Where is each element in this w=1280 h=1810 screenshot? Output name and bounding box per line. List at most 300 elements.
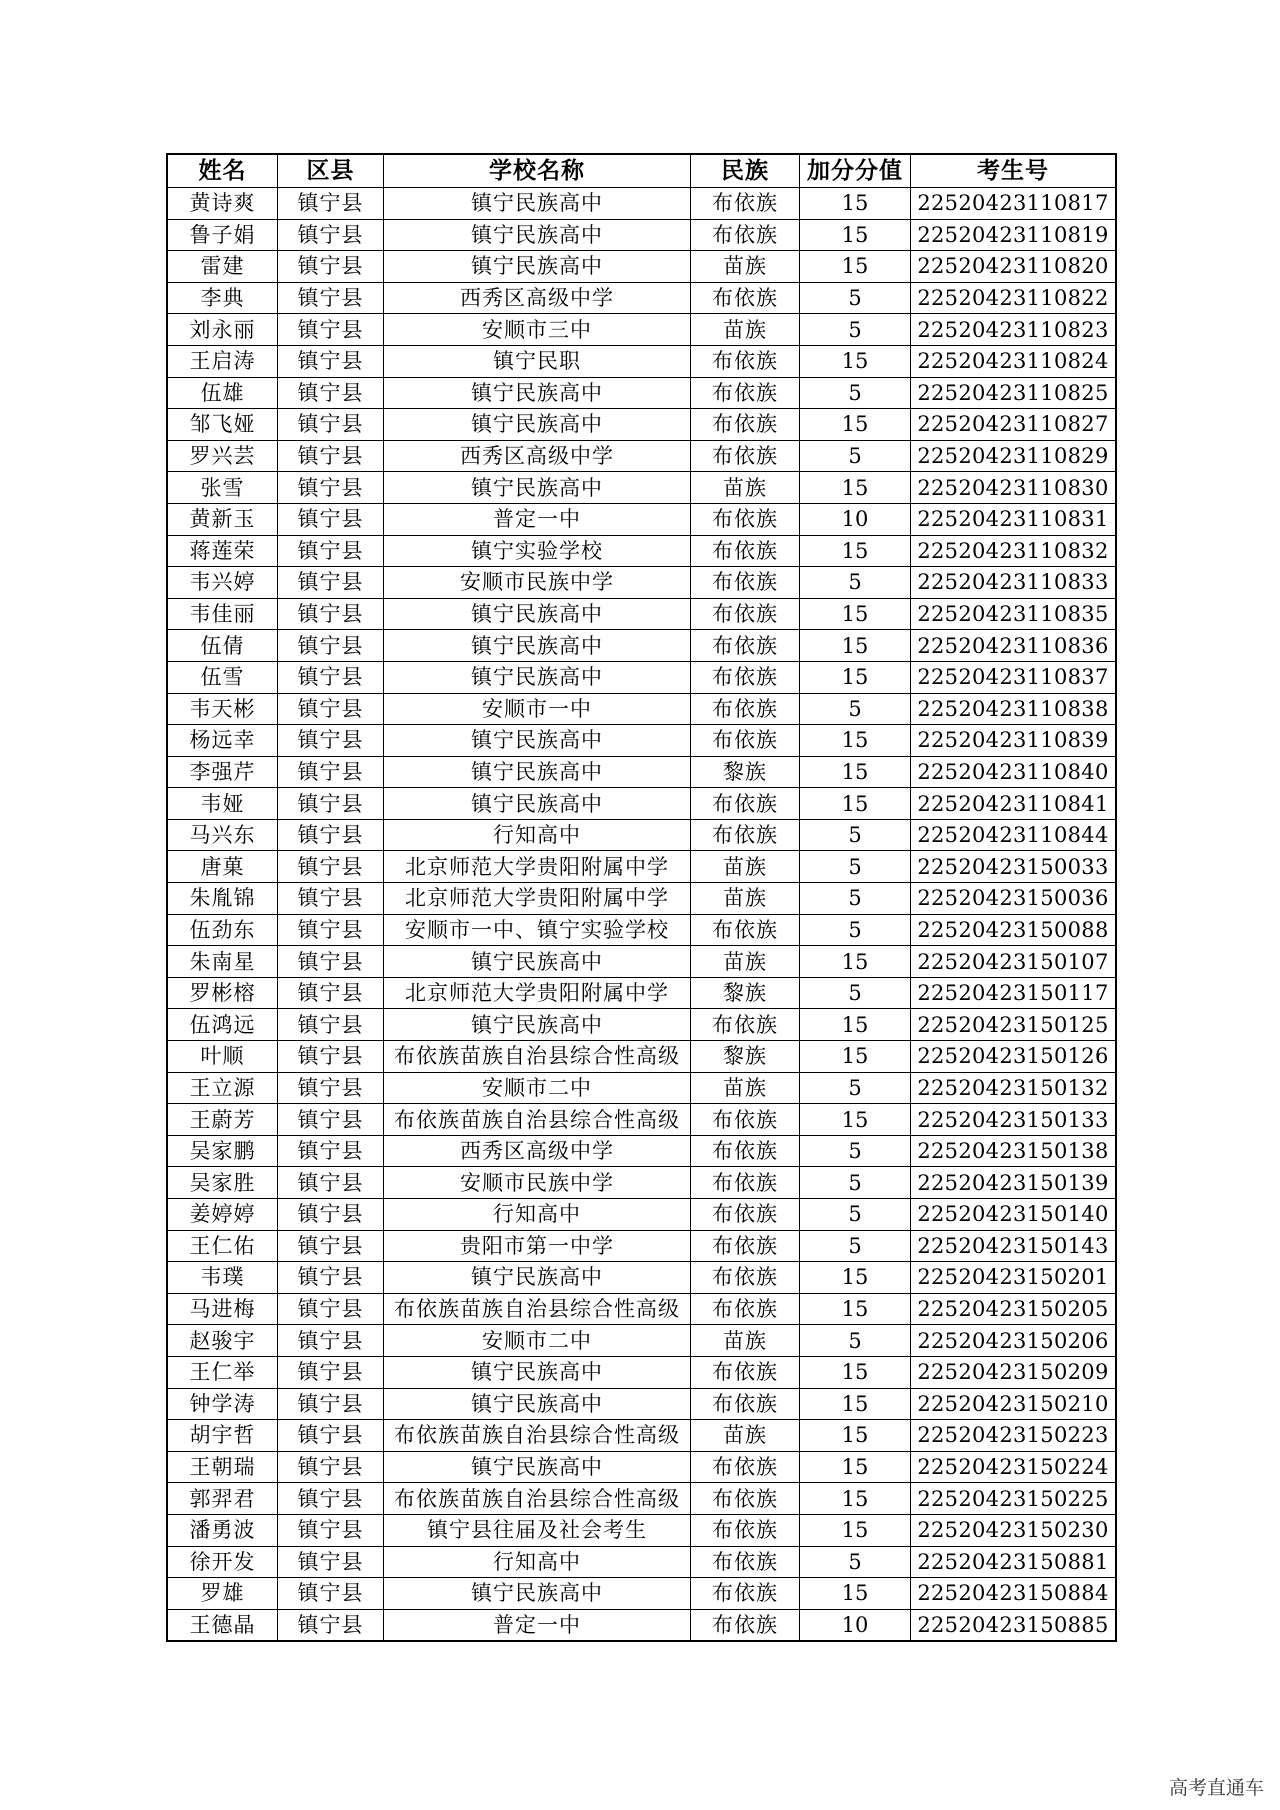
cell-name: 黄诗爽 (167, 188, 278, 220)
cell-ethnicity: 布依族 (691, 1230, 800, 1262)
cell-ethnicity: 布依族 (691, 1135, 800, 1167)
cell-ethnicity: 苗族 (691, 1325, 800, 1357)
cell-school: 镇宁民族高中 (384, 188, 691, 220)
cell-ethnicity: 苗族 (691, 851, 800, 883)
cell-ethnicity: 布依族 (691, 535, 800, 567)
cell-bonus-points: 15 (800, 1420, 911, 1452)
cell-bonus-points: 15 (800, 472, 911, 504)
cell-bonus-points: 5 (800, 377, 911, 409)
cell-bonus-points: 15 (800, 251, 911, 283)
cell-candidate-number: 22520423150225 (911, 1483, 1117, 1515)
cell-ethnicity: 布依族 (691, 1483, 800, 1515)
table-row (167, 883, 1116, 915)
cell-name: 伍鸿远 (167, 1009, 278, 1041)
table-row (167, 788, 1116, 820)
table-row (167, 188, 1116, 220)
cell-candidate-number: 22520423110817 (911, 188, 1117, 220)
cell-county: 镇宁县 (278, 661, 384, 693)
cell-name: 伍雄 (167, 377, 278, 409)
cell-name: 朱南星 (167, 946, 278, 978)
cell-name: 吴家鹏 (167, 1135, 278, 1167)
cell-candidate-number: 22520423110835 (911, 598, 1117, 630)
cell-bonus-points: 15 (800, 1514, 911, 1546)
cell-school: 镇宁民族高中 (384, 1356, 691, 1388)
table-row (167, 567, 1116, 599)
cell-school: 镇宁民族高中 (384, 409, 691, 441)
cell-ethnicity: 黎族 (691, 1041, 800, 1073)
cell-candidate-number: 22520423150132 (911, 1072, 1117, 1104)
cell-school: 普定一中 (384, 503, 691, 535)
cell-ethnicity: 布依族 (691, 1388, 800, 1420)
table-header-row (167, 154, 1116, 188)
cell-name: 徐开发 (167, 1546, 278, 1578)
table-row (167, 1199, 1116, 1231)
cell-candidate-number: 22520423150209 (911, 1356, 1117, 1388)
cell-candidate-number: 22520423150138 (911, 1135, 1117, 1167)
cell-candidate-number: 22520423150230 (911, 1514, 1117, 1546)
cell-ethnicity: 布依族 (691, 1009, 800, 1041)
cell-county: 镇宁县 (278, 314, 384, 346)
cell-county: 镇宁县 (278, 1483, 384, 1515)
cell-name: 蒋莲荣 (167, 535, 278, 567)
table-row (167, 1293, 1116, 1325)
cell-name: 雷建 (167, 251, 278, 283)
cell-name: 韦兴婷 (167, 567, 278, 599)
cell-ethnicity: 布依族 (691, 440, 800, 472)
cell-county: 镇宁县 (278, 188, 384, 220)
cell-school: 镇宁民族高中 (384, 630, 691, 662)
cell-name: 伍雪 (167, 661, 278, 693)
cell-ethnicity: 布依族 (691, 914, 800, 946)
cell-school: 布依族苗族自治县综合性高级 (384, 1293, 691, 1325)
cell-ethnicity: 布依族 (691, 1609, 800, 1641)
cell-name: 王朝瑞 (167, 1451, 278, 1483)
cell-county: 镇宁县 (278, 819, 384, 851)
cell-ethnicity: 布依族 (691, 1167, 800, 1199)
cell-county: 镇宁县 (278, 535, 384, 567)
cell-bonus-points: 15 (800, 725, 911, 757)
cell-county: 镇宁县 (278, 472, 384, 504)
cell-county: 镇宁县 (278, 503, 384, 535)
cell-candidate-number: 22520423110824 (911, 345, 1117, 377)
cell-ethnicity: 黎族 (691, 977, 800, 1009)
table-row (167, 598, 1116, 630)
cell-ethnicity: 布依族 (691, 345, 800, 377)
cell-bonus-points: 5 (800, 282, 911, 314)
cell-county: 镇宁县 (278, 1072, 384, 1104)
cell-bonus-points: 10 (800, 1609, 911, 1641)
cell-ethnicity: 布依族 (691, 219, 800, 251)
cell-bonus-points: 15 (800, 1009, 911, 1041)
cell-bonus-points: 5 (800, 1135, 911, 1167)
cell-county: 镇宁县 (278, 1104, 384, 1136)
cell-name: 鲁子娟 (167, 219, 278, 251)
cell-school: 安顺市一中、镇宁实验学校 (384, 914, 691, 946)
cell-school: 镇宁民族高中 (384, 725, 691, 757)
cell-name: 罗雄 (167, 1578, 278, 1610)
cell-candidate-number: 22520423110836 (911, 630, 1117, 662)
table-row (167, 1420, 1116, 1452)
cell-bonus-points: 15 (800, 345, 911, 377)
table-row (167, 693, 1116, 725)
cell-name: 王启涛 (167, 345, 278, 377)
table-row (167, 1388, 1116, 1420)
table-row (167, 1104, 1116, 1136)
table-row (167, 1356, 1116, 1388)
cell-bonus-points: 5 (800, 819, 911, 851)
cell-county: 镇宁县 (278, 977, 384, 1009)
table-row (167, 1451, 1116, 1483)
table-row (167, 946, 1116, 978)
cell-bonus-points: 5 (800, 567, 911, 599)
cell-school: 贵阳市第一中学 (384, 1230, 691, 1262)
table-row (167, 409, 1116, 441)
cell-county: 镇宁县 (278, 788, 384, 820)
cell-name: 张雪 (167, 472, 278, 504)
cell-school: 布依族苗族自治县综合性高级 (384, 1420, 691, 1452)
cell-ethnicity: 苗族 (691, 1072, 800, 1104)
cell-ethnicity: 布依族 (691, 1356, 800, 1388)
cell-county: 镇宁县 (278, 1230, 384, 1262)
cell-ethnicity: 布依族 (691, 567, 800, 599)
header-ethnicity: 民族 (691, 154, 800, 188)
cell-bonus-points: 15 (800, 946, 911, 978)
cell-school: 西秀区高级中学 (384, 440, 691, 472)
cell-name: 王蔚芳 (167, 1104, 278, 1136)
cell-name: 钟学涛 (167, 1388, 278, 1420)
cell-bonus-points: 15 (800, 756, 911, 788)
cell-bonus-points: 15 (800, 661, 911, 693)
cell-candidate-number: 22520423110837 (911, 661, 1117, 693)
table-row (167, 1230, 1116, 1262)
cell-county: 镇宁县 (278, 1451, 384, 1483)
cell-school: 行知高中 (384, 819, 691, 851)
cell-school: 行知高中 (384, 1546, 691, 1578)
cell-ethnicity: 苗族 (691, 314, 800, 346)
table-row (167, 1262, 1116, 1294)
cell-candidate-number: 22520423150143 (911, 1230, 1117, 1262)
cell-ethnicity: 布依族 (691, 188, 800, 220)
cell-name: 王立源 (167, 1072, 278, 1104)
cell-school: 西秀区高级中学 (384, 1135, 691, 1167)
cell-name: 伍劲东 (167, 914, 278, 946)
cell-ethnicity: 苗族 (691, 472, 800, 504)
cell-school: 北京师范大学贵阳附属中学 (384, 977, 691, 1009)
table-row (167, 914, 1116, 946)
cell-name: 王德晶 (167, 1609, 278, 1641)
cell-school: 镇宁民族高中 (384, 1578, 691, 1610)
cell-bonus-points: 15 (800, 1388, 911, 1420)
cell-school: 镇宁民族高中 (384, 1009, 691, 1041)
cell-bonus-points: 15 (800, 1451, 911, 1483)
cell-ethnicity: 布依族 (691, 282, 800, 314)
table-row (167, 345, 1116, 377)
cell-candidate-number: 22520423150201 (911, 1262, 1117, 1294)
cell-school: 镇宁民族高中 (384, 756, 691, 788)
cell-school: 安顺市一中 (384, 693, 691, 725)
cell-name: 杨远幸 (167, 725, 278, 757)
cell-school: 镇宁民族高中 (384, 1388, 691, 1420)
cell-school: 普定一中 (384, 1609, 691, 1641)
cell-school: 安顺市二中 (384, 1325, 691, 1357)
table-row (167, 219, 1116, 251)
cell-county: 镇宁县 (278, 693, 384, 725)
cell-candidate-number: 22520423150206 (911, 1325, 1117, 1357)
cell-ethnicity: 苗族 (691, 946, 800, 978)
table-row (167, 1135, 1116, 1167)
cell-name: 韦佳丽 (167, 598, 278, 630)
cell-name: 吴家胜 (167, 1167, 278, 1199)
cell-candidate-number: 22520423110844 (911, 819, 1117, 851)
cell-candidate-number: 22520423110839 (911, 725, 1117, 757)
cell-bonus-points: 15 (800, 1104, 911, 1136)
cell-county: 镇宁县 (278, 1420, 384, 1452)
cell-ethnicity: 布依族 (691, 1104, 800, 1136)
cell-name: 李典 (167, 282, 278, 314)
cell-ethnicity: 布依族 (691, 693, 800, 725)
cell-candidate-number: 22520423150107 (911, 946, 1117, 978)
cell-bonus-points: 5 (800, 883, 911, 915)
cell-school: 安顺市三中 (384, 314, 691, 346)
cell-name: 马兴东 (167, 819, 278, 851)
cell-ethnicity: 布依族 (691, 377, 800, 409)
cell-school: 安顺市民族中学 (384, 1167, 691, 1199)
cell-ethnicity: 苗族 (691, 1420, 800, 1452)
cell-ethnicity: 布依族 (691, 725, 800, 757)
cell-candidate-number: 22520423110840 (911, 756, 1117, 788)
cell-bonus-points: 5 (800, 1230, 911, 1262)
cell-school: 镇宁民族高中 (384, 598, 691, 630)
cell-bonus-points: 5 (800, 1072, 911, 1104)
table-row (167, 503, 1116, 535)
cell-school: 镇宁民族高中 (384, 1262, 691, 1294)
cell-candidate-number: 22520423150140 (911, 1199, 1117, 1231)
cell-county: 镇宁县 (278, 1167, 384, 1199)
cell-candidate-number: 22520423150210 (911, 1388, 1117, 1420)
cell-county: 镇宁县 (278, 219, 384, 251)
cell-bonus-points: 5 (800, 314, 911, 346)
cell-county: 镇宁县 (278, 377, 384, 409)
cell-candidate-number: 22520423110833 (911, 567, 1117, 599)
table-row (167, 1578, 1116, 1610)
cell-bonus-points: 15 (800, 1262, 911, 1294)
cell-county: 镇宁县 (278, 1262, 384, 1294)
cell-bonus-points: 5 (800, 851, 911, 883)
header-candidate-number: 考生号 (911, 154, 1117, 188)
cell-candidate-number: 22520423150033 (911, 851, 1117, 883)
table-row (167, 377, 1116, 409)
cell-candidate-number: 22520423110823 (911, 314, 1117, 346)
cell-bonus-points: 15 (800, 1483, 911, 1515)
cell-candidate-number: 22520423150126 (911, 1041, 1117, 1073)
cell-name: 韦璞 (167, 1262, 278, 1294)
cell-bonus-points: 15 (800, 1293, 911, 1325)
header-county: 区县 (278, 154, 384, 188)
cell-name: 黄新玉 (167, 503, 278, 535)
cell-name: 胡宇哲 (167, 1420, 278, 1452)
cell-bonus-points: 5 (800, 440, 911, 472)
cell-county: 镇宁县 (278, 282, 384, 314)
cell-school: 镇宁民族高中 (384, 219, 691, 251)
table-row (167, 1483, 1116, 1515)
cell-name: 韦娅 (167, 788, 278, 820)
cell-county: 镇宁县 (278, 1325, 384, 1357)
cell-ethnicity: 布依族 (691, 1578, 800, 1610)
cell-candidate-number: 22520423110822 (911, 282, 1117, 314)
cell-candidate-number: 22520423150205 (911, 1293, 1117, 1325)
table-row (167, 819, 1116, 851)
cell-candidate-number: 22520423110819 (911, 219, 1117, 251)
cell-name: 潘勇波 (167, 1514, 278, 1546)
cell-ethnicity: 布依族 (691, 598, 800, 630)
cell-candidate-number: 22520423110832 (911, 535, 1117, 567)
cell-county: 镇宁县 (278, 1009, 384, 1041)
cell-bonus-points: 15 (800, 219, 911, 251)
cell-school: 安顺市民族中学 (384, 567, 691, 599)
cell-bonus-points: 15 (800, 598, 911, 630)
cell-ethnicity: 黎族 (691, 756, 800, 788)
cell-candidate-number: 22520423150884 (911, 1578, 1117, 1610)
cell-county: 镇宁县 (278, 725, 384, 757)
cell-school: 镇宁实验学校 (384, 535, 691, 567)
table-row (167, 1009, 1116, 1041)
table-row (167, 977, 1116, 1009)
cell-candidate-number: 22520423150125 (911, 1009, 1117, 1041)
cell-school: 安顺市二中 (384, 1072, 691, 1104)
cell-county: 镇宁县 (278, 1546, 384, 1578)
cell-county: 镇宁县 (278, 1388, 384, 1420)
cell-candidate-number: 22520423150885 (911, 1609, 1117, 1641)
table-row (167, 1325, 1116, 1357)
cell-bonus-points: 5 (800, 977, 911, 1009)
cell-candidate-number: 22520423110830 (911, 472, 1117, 504)
cell-school: 镇宁民族高中 (384, 377, 691, 409)
cell-candidate-number: 22520423110825 (911, 377, 1117, 409)
cell-county: 镇宁县 (278, 1609, 384, 1641)
watermark-text: 高考直通车 (1168, 1777, 1264, 1799)
table-row (167, 851, 1116, 883)
table-row (167, 1546, 1116, 1578)
cell-school: 行知高中 (384, 1199, 691, 1231)
cell-county: 镇宁县 (278, 1578, 384, 1610)
table-row (167, 661, 1116, 693)
cell-bonus-points: 5 (800, 1546, 911, 1578)
cell-county: 镇宁县 (278, 1135, 384, 1167)
cell-school: 北京师范大学贵阳附属中学 (384, 851, 691, 883)
cell-county: 镇宁县 (278, 1199, 384, 1231)
cell-county: 镇宁县 (278, 630, 384, 662)
cell-school: 镇宁民族高中 (384, 251, 691, 283)
cell-name: 罗彬榕 (167, 977, 278, 1009)
cell-bonus-points: 5 (800, 1167, 911, 1199)
cell-school: 镇宁民族高中 (384, 1451, 691, 1483)
cell-county: 镇宁县 (278, 883, 384, 915)
cell-bonus-points: 15 (800, 1356, 911, 1388)
cell-name: 刘永丽 (167, 314, 278, 346)
cell-county: 镇宁县 (278, 598, 384, 630)
cell-candidate-number: 22520423150036 (911, 883, 1117, 915)
cell-county: 镇宁县 (278, 1293, 384, 1325)
header-school: 学校名称 (384, 154, 691, 188)
cell-school: 镇宁民职 (384, 345, 691, 377)
cell-bonus-points: 5 (800, 693, 911, 725)
table-row (167, 725, 1116, 757)
table-row (167, 630, 1116, 662)
cell-candidate-number: 22520423110838 (911, 693, 1117, 725)
cell-bonus-points: 5 (800, 1325, 911, 1357)
cell-county: 镇宁县 (278, 345, 384, 377)
table-row (167, 1514, 1116, 1546)
cell-ethnicity: 布依族 (691, 788, 800, 820)
cell-candidate-number: 22520423110827 (911, 409, 1117, 441)
cell-school: 镇宁县往届及社会考生 (384, 1514, 691, 1546)
header-bonus-points: 加分分值 (800, 154, 911, 188)
cell-school: 北京师范大学贵阳附属中学 (384, 883, 691, 915)
cell-name: 伍倩 (167, 630, 278, 662)
cell-candidate-number: 22520423150088 (911, 914, 1117, 946)
cell-ethnicity: 布依族 (691, 1514, 800, 1546)
cell-name: 李强芹 (167, 756, 278, 788)
cell-name: 韦天彬 (167, 693, 278, 725)
cell-ethnicity: 苗族 (691, 883, 800, 915)
cell-candidate-number: 22520423110829 (911, 440, 1117, 472)
cell-name: 邹飞娅 (167, 409, 278, 441)
table-row (167, 314, 1116, 346)
cell-county: 镇宁县 (278, 1356, 384, 1388)
cell-name: 王仁佑 (167, 1230, 278, 1262)
cell-bonus-points: 10 (800, 503, 911, 535)
cell-school: 镇宁民族高中 (384, 788, 691, 820)
cell-bonus-points: 15 (800, 409, 911, 441)
cell-ethnicity: 布依族 (691, 1451, 800, 1483)
cell-name: 朱胤锦 (167, 883, 278, 915)
table-row (167, 1041, 1116, 1073)
cell-name: 王仁举 (167, 1356, 278, 1388)
cell-county: 镇宁县 (278, 1041, 384, 1073)
table-row (167, 1609, 1116, 1641)
cell-candidate-number: 22520423150117 (911, 977, 1117, 1009)
cell-school: 布依族苗族自治县综合性高级 (384, 1104, 691, 1136)
cell-county: 镇宁县 (278, 409, 384, 441)
cell-candidate-number: 22520423150223 (911, 1420, 1117, 1452)
cell-bonus-points: 15 (800, 1041, 911, 1073)
cell-name: 郭羿君 (167, 1483, 278, 1515)
cell-candidate-number: 22520423110831 (911, 503, 1117, 535)
table-row (167, 756, 1116, 788)
cell-bonus-points: 15 (800, 1578, 911, 1610)
cell-bonus-points: 5 (800, 1199, 911, 1231)
table-row (167, 440, 1116, 472)
cell-county: 镇宁县 (278, 251, 384, 283)
table-row (167, 472, 1116, 504)
cell-school: 布依族苗族自治县综合性高级 (384, 1483, 691, 1515)
cell-candidate-number: 22520423110841 (911, 788, 1117, 820)
cell-candidate-number: 22520423150224 (911, 1451, 1117, 1483)
bonus-points-table (166, 153, 1117, 1642)
cell-candidate-number: 22520423150133 (911, 1104, 1117, 1136)
cell-county: 镇宁县 (278, 946, 384, 978)
cell-candidate-number: 22520423150881 (911, 1546, 1117, 1578)
cell-bonus-points: 15 (800, 630, 911, 662)
cell-ethnicity: 布依族 (691, 661, 800, 693)
cell-county: 镇宁县 (278, 440, 384, 472)
cell-ethnicity: 布依族 (691, 630, 800, 662)
cell-name: 唐菓 (167, 851, 278, 883)
table-body (167, 188, 1116, 1642)
cell-county: 镇宁县 (278, 851, 384, 883)
cell-county: 镇宁县 (278, 914, 384, 946)
table-row (167, 251, 1116, 283)
